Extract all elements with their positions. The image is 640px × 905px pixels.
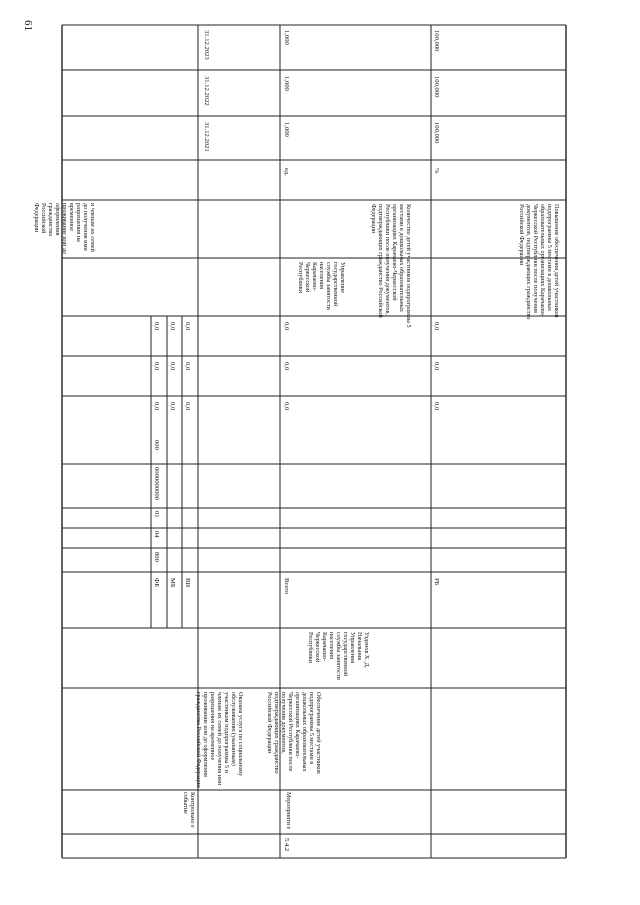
cell-vr: 000 — [153, 440, 160, 450]
cell-grbs: 800 — [153, 552, 160, 562]
indicator-2-name: Повышение обеспечения детей участников подпрограммы 5 местами в дошкольных образовательных организациях Карачаево-Черкесской Республики после получения документов, подтверждающих гражданство Российской Федерации — [518, 204, 560, 320]
indicator-2-2023: 100,000 — [433, 30, 440, 52]
rb-2023: 0,0 — [433, 322, 440, 331]
total-2022: 0,0 — [283, 362, 290, 371]
fb-2022: 0,0 — [153, 362, 160, 371]
fb-2021: 0,0 — [153, 402, 160, 411]
mb-2023: 0,0 — [169, 322, 176, 331]
total-2023: 0,0 — [283, 322, 290, 331]
page-number: 61 — [22, 20, 34, 31]
top-indicator-text: и членам их семей до получения ими разрешения на временное проживание или до оформления гражданства Российской Федерации — [33, 203, 96, 254]
activity-executor: Управление государственной службы занятости населения Карачаево-Черкесской Республики — [297, 262, 346, 310]
control-event-text: Оказана услуга по социальному обслуживанию (указанным) участникам подпрограммы 5 и членам их семей до получения ими разрешения на временное проживание или до оформления гражданства Российской Федерации — [195, 692, 244, 788]
indicator-2-unit: % — [433, 168, 440, 174]
indicator-1-2023: 1,000 — [283, 30, 290, 45]
cell-pr: 01 — [153, 511, 160, 518]
activity-source-total: Всего — [283, 578, 290, 595]
indicator-1-2021: 1,000 — [283, 122, 290, 137]
rb-2022: 0,0 — [433, 362, 440, 371]
fb-2023: 0,0 — [153, 322, 160, 331]
date-2021: 31.12.2021 — [203, 122, 210, 152]
date-2022: 31.12.2022 — [203, 76, 210, 106]
activity-source-rb: РБ — [433, 578, 440, 586]
activity-text: Обеспечение детей участников подпрограммы 5 местами в дошкольных образовательных организациях Карачаево-Черкесской Республики после получения документов, подтверждающих гражданство Российской Федерации — [266, 692, 322, 774]
rb-2021: 0,0 — [433, 402, 440, 411]
cell-source-vi: ВИ — [184, 578, 191, 588]
mb-2022: 0,0 — [169, 362, 176, 371]
vi-2023: 0,0 — [184, 322, 191, 331]
indicator-2-2022: 100,000 — [433, 76, 440, 98]
mb-2021: 0,0 — [169, 402, 176, 411]
activity-responsible: Узденов Х. Д. Начальник Управления государственной службы занятости населения Карачаево-Черкесской Республики — [307, 632, 370, 680]
cell-rz: 04 — [153, 531, 160, 538]
date-2023: 31.12.2023 — [203, 30, 210, 60]
activity-number: 5.4.2 — [283, 838, 290, 852]
indicator-1-2022: 1,000 — [283, 76, 290, 91]
vi-2022: 0,0 — [184, 362, 191, 371]
vi-2021: 0,0 — [184, 402, 191, 411]
indicator-2-2021: 100,000 — [433, 122, 440, 144]
cell-source-fb: ФБ — [153, 578, 160, 587]
cell-source-mb: МБ — [169, 578, 176, 588]
cell-csr: 0000000000 — [153, 467, 160, 500]
activity-type: Мероприяти е — [285, 792, 292, 830]
total-2021: 0,0 — [283, 402, 290, 411]
indicator-1-name: Количество детей участников подпрограммы 5 местами в дошкольных образовательных организациях Карачаево-Черкесской Республики после получения документов, подтверждающих гражданство Российской Федерации — [370, 204, 412, 328]
indicator-1-unit: ед. — [283, 168, 290, 176]
control-event-type: Контрольно е событие — [182, 792, 196, 828]
